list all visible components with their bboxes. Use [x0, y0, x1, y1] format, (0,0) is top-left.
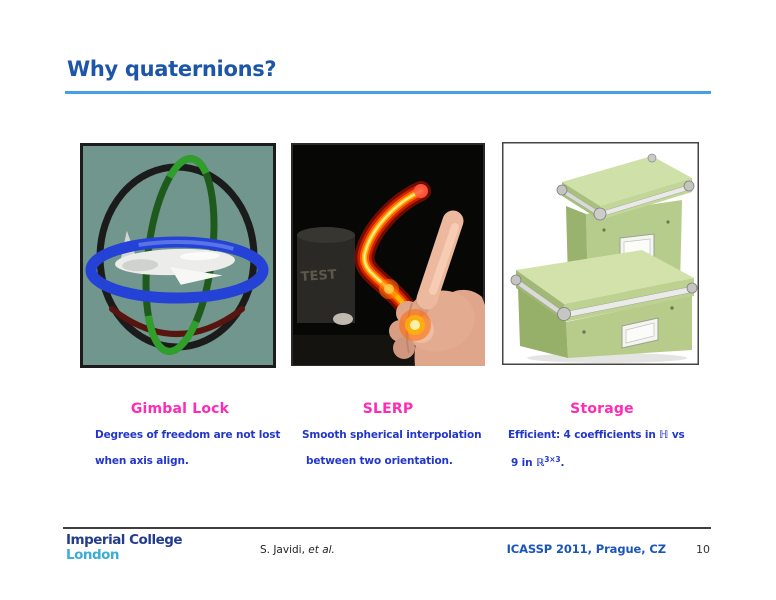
slerp-hand-image [291, 143, 485, 366]
gimbal-description-line2: when axis align. [95, 455, 189, 467]
background-cup-text: TEST [300, 267, 338, 285]
storage-description-line1: Efficient: 4 coefficients in ℍ vs [508, 429, 685, 441]
gimbal-image [80, 143, 276, 368]
authors-text: S. Javidi, et al. [260, 544, 335, 556]
footer-rule [63, 527, 711, 529]
conference-text: ICASSP 2011, Prague, CZ [506, 542, 666, 556]
caption-storage: Storage [570, 401, 634, 417]
page-title: Why quaternions? [67, 57, 277, 81]
storage-description-line2: 9 in ℝ$^{3\times 3}$. [511, 455, 565, 469]
slerp-description-line2: between two orientation. [306, 455, 453, 467]
storage-boxes-image [502, 142, 699, 365]
title-underline-rule [65, 91, 711, 94]
page-number: 10 [696, 543, 710, 556]
logo-line2: London [66, 547, 120, 563]
logo-line1: Imperial College [66, 532, 183, 548]
imperial-college-logo [66, 533, 182, 563]
gimbal-description-line1: Degrees of freedom are not lost [95, 429, 281, 441]
caption-gimbal-lock: Gimbal Lock [130, 401, 230, 417]
caption-slerp: SLERP [362, 401, 414, 417]
matrix-dimension-superscript: 3×3 [544, 455, 561, 464]
slerp-description-line1: Smooth spherical interpolation [302, 429, 482, 441]
